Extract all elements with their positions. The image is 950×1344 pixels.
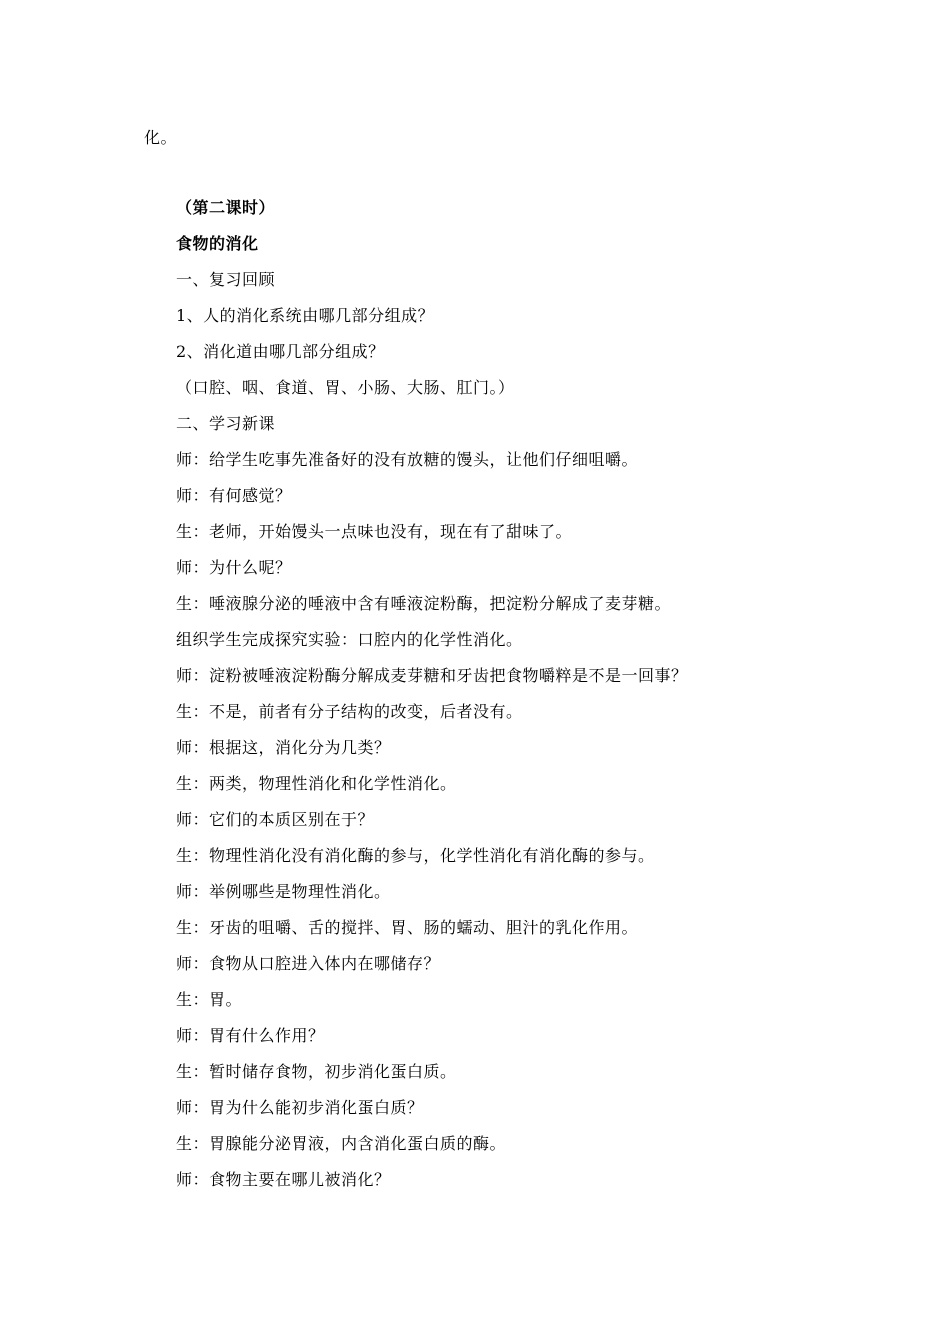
continuation-text: 化。 (144, 128, 178, 147)
instruction-line: 组织学生完成探究实验：口腔内的化学性消化。 (176, 630, 523, 649)
dialogue-line: 师：淀粉被唾液淀粉酶分解成麦芽糖和牙齿把食物嚼粹是不是一回事？ (176, 666, 688, 685)
dialogue-line: 师：食物主要在哪儿被消化？ (176, 1170, 391, 1189)
dialogue-line: 师：胃有什么作用？ (176, 1026, 325, 1045)
dialogue-line: 生：老师，开始馒头一点味也没有，现在有了甜味了。 (176, 522, 573, 541)
dialogue-line: 师：举例哪些是物理性消化。 (176, 882, 391, 901)
dialogue-line: 生：暂时储存食物，初步消化蛋白质。 (176, 1062, 457, 1081)
dialogue-line: 师：它们的本质区别在于？ (176, 810, 375, 829)
session-heading: （第二课时） (176, 198, 276, 217)
review-answer: （口腔、咽、食道、胃、小肠、大肠、肛门。） (176, 378, 515, 397)
dialogue-line: 生：不是，前者有分子结构的改变，后者没有。 (176, 702, 523, 721)
dialogue-line: 生：两类，物理性消化和化学性消化。 (176, 774, 457, 793)
dialogue-line: 生：唾液腺分泌的唾液中含有唾液淀粉酶，把淀粉分解成了麦芽糖。 (176, 594, 672, 613)
dialogue-line: 师：食物从口腔进入体内在哪储存？ (176, 954, 441, 973)
dialogue-line: 生：胃。 (176, 990, 243, 1009)
section-heading-review: 一、复习回顾 (176, 270, 276, 289)
dialogue-line: 生：胃腺能分泌胃液，内含消化蛋白质的酶。 (176, 1134, 507, 1153)
dialogue-line: 师：有何感觉？ (176, 486, 292, 505)
dialogue-line: 师：给学生吃事先准备好的没有放糖的馒头，让他们仔细咀嚼。 (176, 450, 639, 469)
review-question: 2、消化道由哪几部分组成？ (176, 342, 385, 361)
lesson-title: 食物的消化 (176, 234, 259, 253)
section-heading-new-lesson: 二、学习新课 (176, 414, 276, 433)
dialogue-line: 师：胃为什么能初步消化蛋白质？ (176, 1098, 424, 1117)
dialogue-line: 师：根据这，消化分为几类？ (176, 738, 391, 757)
dialogue-line: 生：牙齿的咀嚼、舌的搅拌、胃、肠的蠕动、胆汁的乳化作用。 (176, 918, 639, 937)
dialogue-line: 师：为什么呢？ (176, 558, 292, 577)
dialogue-line: 生：物理性消化没有消化酶的参与，化学性消化有消化酶的参与。 (176, 846, 655, 865)
review-question: 1、人的消化系统由哪几部分组成？ (176, 306, 435, 325)
